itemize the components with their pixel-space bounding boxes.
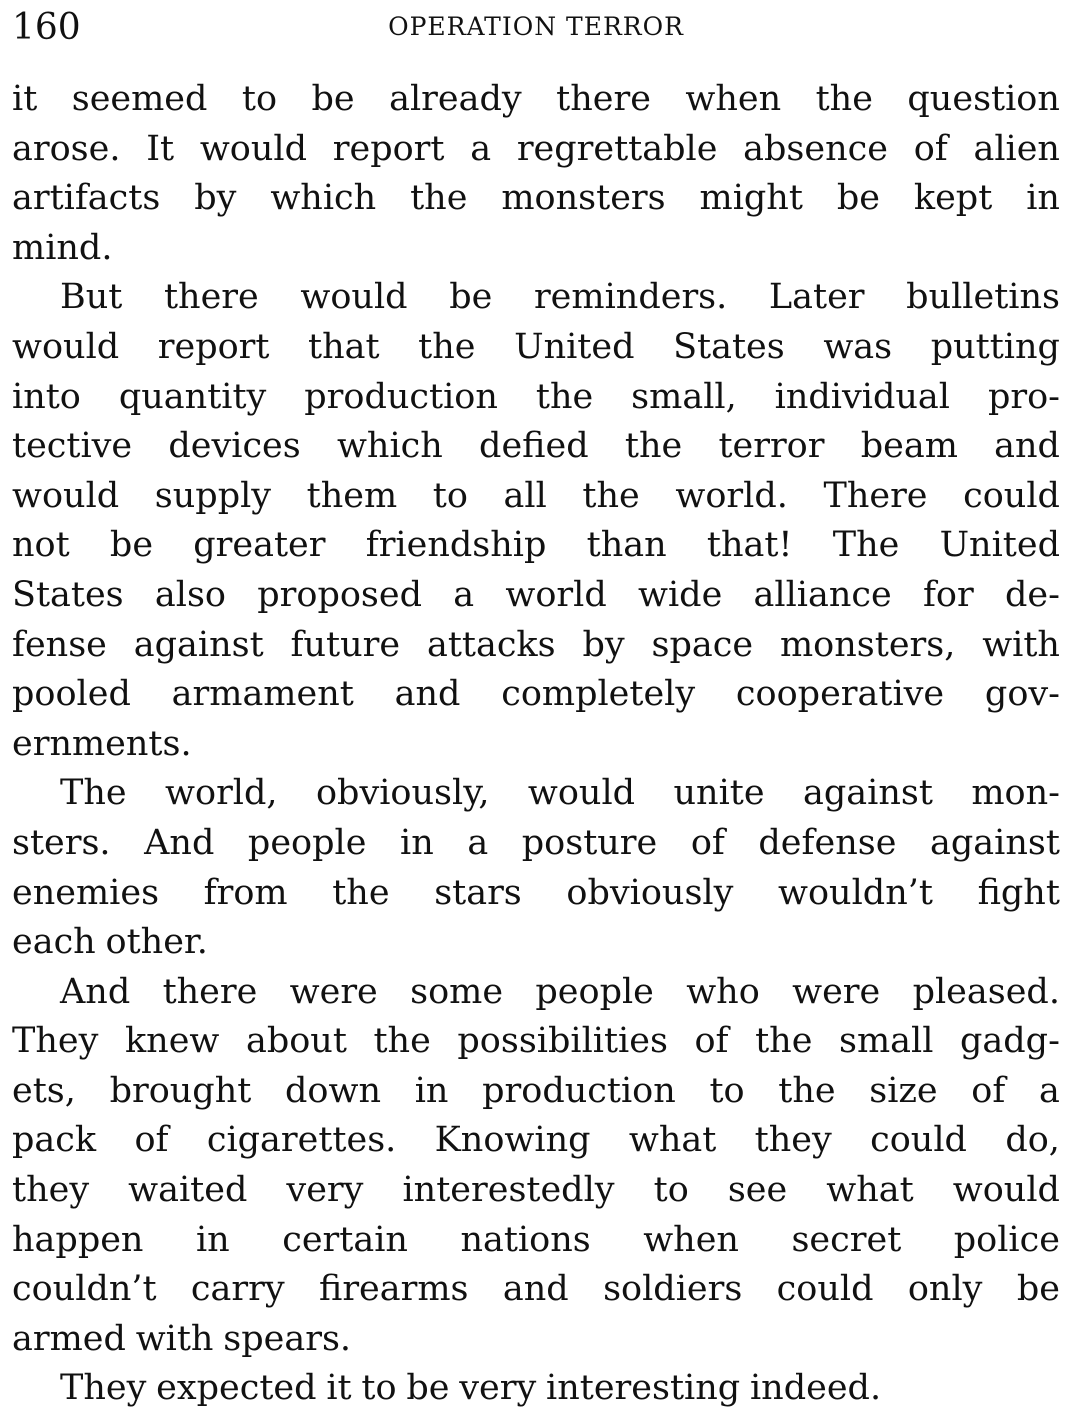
text-line: pooled armament and completely cooperative gov- [12,674,1060,715]
text-line: enemies from the stars obviously wouldn’t fight [12,872,1060,913]
text-line: they waited very interestedly to see what would [12,1170,1060,1211]
paragraph [12,769,1060,967]
text-line: The world, obviously, would unite against mon- [60,773,1060,814]
text-line: would report that the United States was putting [12,326,1060,367]
text-line: And there were some people who were pleased. [60,971,1060,1012]
running-title: OPERATION TERROR [388,12,684,41]
text-line: would supply them to all the world. There could [12,475,1060,516]
text-line: ets, brought down in production to the size of a [12,1070,1060,1111]
book-page [12,8,1060,1414]
text-line: tective devices which defied the terror beam and [12,426,1060,467]
text-line: sters. And people in a posture of defense against [12,822,1060,863]
page-number: 160 [12,7,81,48]
text-line: States also proposed a world wide alliance for de- [12,574,1060,615]
paragraph [12,1364,1060,1414]
paragraph [12,273,1060,769]
paragraph [12,75,1060,273]
text-line: They expected it to be very interesting indeed. [60,1368,882,1409]
text-line: armed with spears. [12,1318,352,1359]
text-line: But there would be reminders. Later bulletins [60,277,1060,318]
text-line: fense against future attacks by space monsters, with [12,624,1060,665]
text-line: happen in certain nations when secret police [12,1219,1060,1260]
text-line: artifacts by which the monsters might be kept in [12,178,1060,219]
text-line: mind. [12,227,113,268]
text-line: They knew about the possibilities of the small gadg- [12,1021,1060,1062]
text-line: not be greater friendship than that! The United [12,525,1060,566]
text-line: couldn’t carry firearms and soldiers could only be [12,1269,1060,1310]
text-line: into quantity production the small, individual pro- [12,376,1060,417]
paragraph [12,968,1060,1365]
running-head [12,8,1060,50]
text-line: pack of cigarettes. Knowing what they could do, [12,1120,1060,1161]
text-line: arose. It would report a regrettable absence of alien [12,128,1060,169]
body-text [12,75,1060,1414]
text-line: ernments. [12,723,192,764]
text-line: it seemed to be already there when the question [12,79,1060,119]
text-line: each other. [12,922,208,963]
